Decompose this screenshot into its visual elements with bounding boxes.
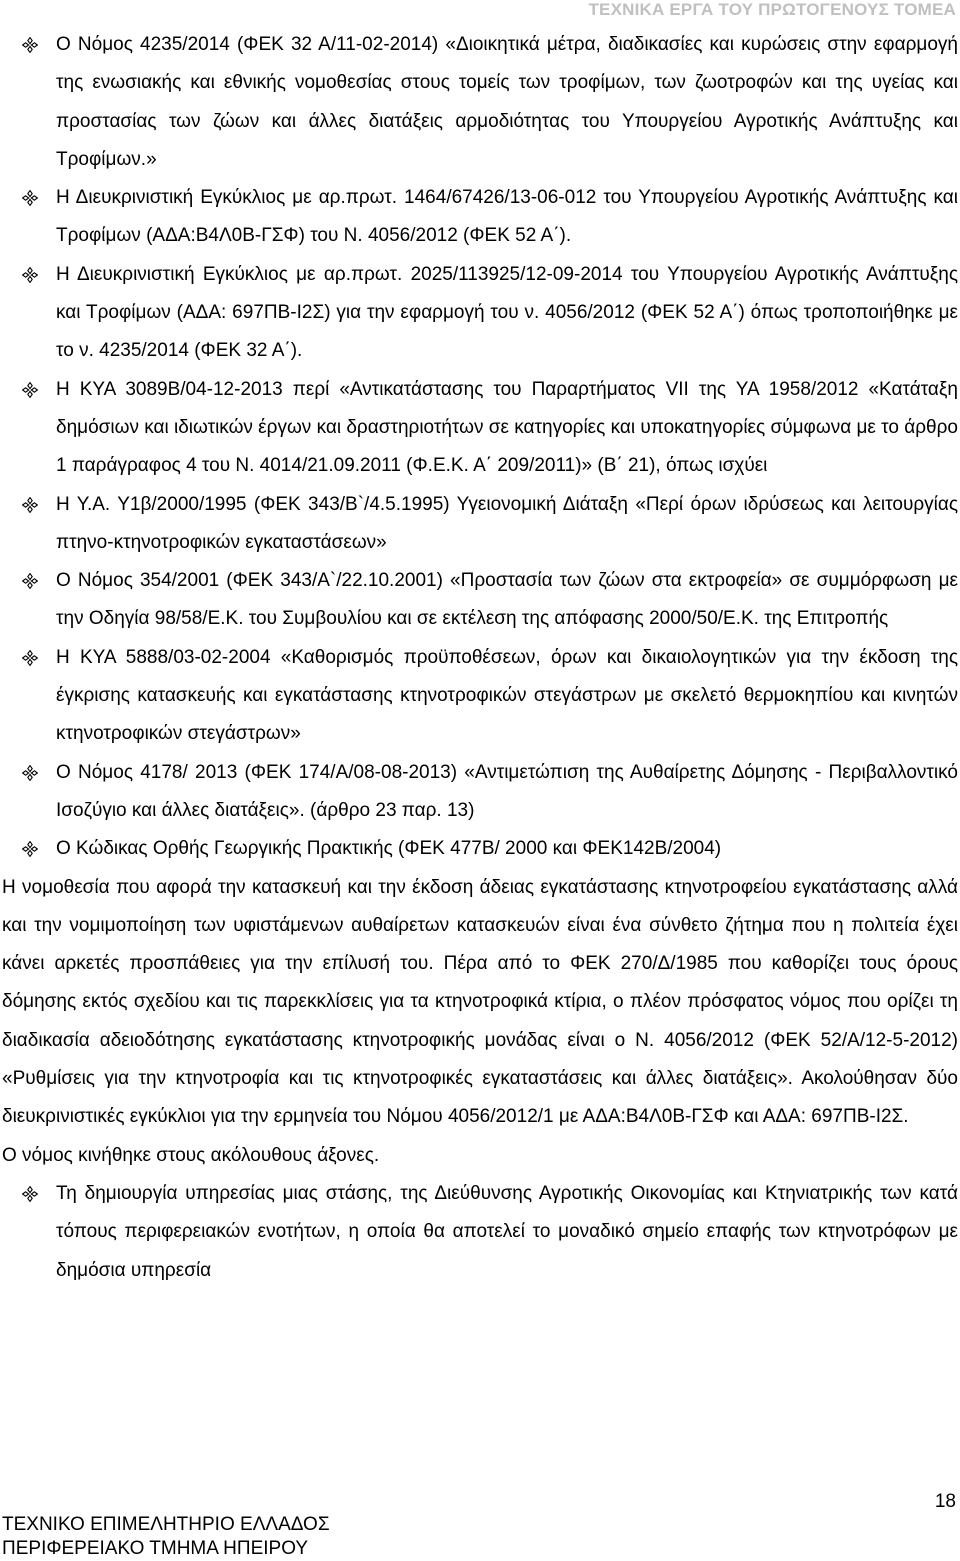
bullet-icon	[22, 37, 38, 53]
legislation-item-text: Ο Νόμος 4235/2014 (ΦΕΚ 32 Α/11-02-2014) «Διοικητικά μέτρα, διαδικασίες και κυρώσεις στην εφαρμογή της ενωσιακής και εθνικής νομοθεσίας στους τομείς των τροφίμων, των ζωοτροφών και της υγείας και προστασίας των ζώων και άλλες διατάξεις αρμοδιότητας του Υπουργείου Αγροτικής Ανάπτυξης και Τροφίμων.»	[56, 34, 958, 170]
legislation-item-text: Ο Κώδικας Ορθής Γεωργικής Πρακτικής (ΦΕΚ 477Β/ 2000 και ΦΕΚ142Β/2004)	[56, 838, 722, 860]
legislation-item-text: Η Διευκρινιστική Εγκύκλιος με αρ.πρωτ. 1464/67426/13-06-012 του Υπουργείου Αγροτικής Ανάπτυξης και Τροφίμων (ΑΔΑ:Β4Λ0Β-ΓΣΦ) του Ν. 4056/2012 (ΦΕΚ 52 Α΄).	[56, 187, 958, 247]
page-number: 18	[934, 1491, 956, 1512]
main-paragraph: Η νομοθεσία που αφορά την κατασκευή και την έκδοση άδειας εγκατάστασης κτηνοτροφείου εγκατάστασης αλλά και την νομιμοποίηση των υφιστάμενων αυθαίρετων κατασκευών είναι ένα σύνθετο ζήτημα που η πολιτεία έχει κάνει αρκετές προσπάθειες για την επίλυσή του. Πέρα από το ΦΕΚ 270/Δ/1985 που καθορίζει τους όρους δόμησης εκτός σχεδίου και τις παρεκκλίσεις για τα κτηνοτροφικά κτίρια, ο πλέον πρόσφατος νόμος που ορίζει τη διαδικασία αδειοδότησης εγκατάστασης κτηνοτροφικής μονάδας είναι ο Ν. 4056/2012 (ΦΕΚ 52/Α/12-5-2012) «Ρυθμίσεις για την κτηνοτροφία και τις κτηνοτροφικές εγκαταστάσεις και άλλες διατάξεις». Ακολούθησαν δύο διευκρινιστικές εγκύκλιοι για την ερμηνεία του Νόμου 4056/2012/1 με ΑΔΑ:Β4Λ0Β-ΓΣΦ και ΑΔΑ: 697ΠΒ-Ι2Σ.	[2, 876, 958, 1128]
legislation-item	[0, 26, 958, 179]
legislation-item	[0, 256, 958, 371]
bullet-icon	[22, 190, 38, 206]
legislation-item	[0, 371, 958, 486]
legislation-item-text: Η Διευκρινιστική Εγκύκλιος με αρ.πρωτ. 2025/113925/12-09-2014 του Υπουργείου Αγροτικής Ανάπτυξης και Τροφίμων (ΑΔΑ: 697ΠΒ-Ι2Σ) για την εφαρμογή του ν. 4056/2012 (ΦΕΚ 52 Α΄) όπως τροποποιήθηκε με το ν. 4235/2014 (ΦΕΚ 32 Α΄).	[56, 263, 958, 362]
footer-line-department: ΠΕΡΙΦΕΡΕΙΑΚΟ ΤΜΗΜΑ ΗΠΕΙΡΟΥ	[2, 1538, 309, 1559]
legislation-list	[0, 26, 958, 869]
legislation-item-text: Η ΚΥΑ 5888/03-02-2004 «Καθορισμός προϋποθέσεων, όρων και δικαιολογητικών για την έκδοση της έγκρισης κατασκευής και εγκατάστασης κτηνοτροφικών στεγάστρων με σκελετό θερμοκηπίου και κινητών κτηνοτροφικών στεγάστρων»	[56, 646, 958, 745]
bullet-icon	[22, 765, 38, 781]
axes-list	[0, 1175, 958, 1290]
bullet-icon	[22, 382, 38, 398]
footer-line-organization: ΤΕΧΝΙΚΟ ΕΠΙΜΕΛΗΤΗΡΙΟ ΕΛΛΑΔΟΣ	[2, 1514, 330, 1535]
bullet-icon	[22, 267, 38, 283]
legislation-item-text: Ο Νόμος 4178/ 2013 (ΦΕΚ 174/Α/08-08-2013) «Αντιμετώπιση της Αυθαίρετης Δόμησης - Περιβαλλοντικό Ισοζύγιο και άλλες διατάξεις». (άρθρο 23 παρ. 13)	[56, 761, 958, 821]
axes-intro-paragraph: Ο νόμος κινήθηκε στους ακόλουθους άξονες.	[2, 1144, 380, 1166]
legislation-item-text: Η Υ.Α. Υ1β/2000/1995 (ΦΕΚ 343/Β`/4.5.1995) Υγειονομική Διάταξη «Περί όρων ιδρύσεως και λειτουργίας πτηνο-κτηνοτροφικών εγκαταστάσεων»	[56, 493, 958, 553]
document-body	[0, 26, 958, 1290]
bullet-icon	[22, 841, 38, 857]
bullet-icon	[22, 1186, 38, 1202]
axes-item-text: Τη δημιουργία υπηρεσίας μιας στάσης, της Διεύθυνσης Αγροτικής Οικονομίας και Κτηνιατρικής των κατά τόπους περιφερειακών ενοτήτων, η οποία θα αποτελεί το μοναδικό σημείο επαφής των κτηνοτρόφων με δημόσια υπηρεσία	[56, 1182, 958, 1281]
legislation-item	[0, 179, 958, 256]
legislation-item	[0, 830, 958, 868]
legislation-item	[0, 754, 958, 831]
legislation-item-text: Η ΚΥΑ 3089Β/04-12-2013 περί «Αντικατάστασης του Παραρτήματος VII της ΥΑ 1958/2012 «Κατάταξη δημόσιων και ιδιωτικών έργων και δραστηριοτήτων σε κατηγορίες και υποκατηγορίες σύμφωνα με το άρθρο 1 παράγραφος 4 του Ν. 4014/21.09.2011 (Φ.Ε.Κ. Α΄ 209/2011)» (Β΄ 21), όπως ισχύει	[56, 378, 958, 477]
bullet-icon	[22, 650, 38, 666]
bullet-icon	[22, 573, 38, 589]
legislation-item-text: Ο Νόμος 354/2001 (ΦΕΚ 343/Α`/22.10.2001) «Προστασία των ζώων στα εκτροφεία» σε συμμόρφωση με την Οδηγία 98/58/Ε.Κ. του Συμβουλίου και σε εκτέλεση της απόφασης 2000/50/Ε.Κ. της Επιτροπής	[56, 570, 958, 630]
axes-item	[0, 1175, 958, 1290]
legislation-item	[0, 486, 958, 563]
legislation-item	[0, 639, 958, 754]
running-header-title: ΤΕΧΝΙΚΑ ΕΡΓΑ ΤΟΥ ΠΡΩΤΟΓΕΝΟΥΣ ΤΟΜΕΑ	[588, 0, 956, 19]
legislation-item	[0, 562, 958, 639]
bullet-icon	[22, 497, 38, 513]
footer	[2, 1513, 330, 1561]
